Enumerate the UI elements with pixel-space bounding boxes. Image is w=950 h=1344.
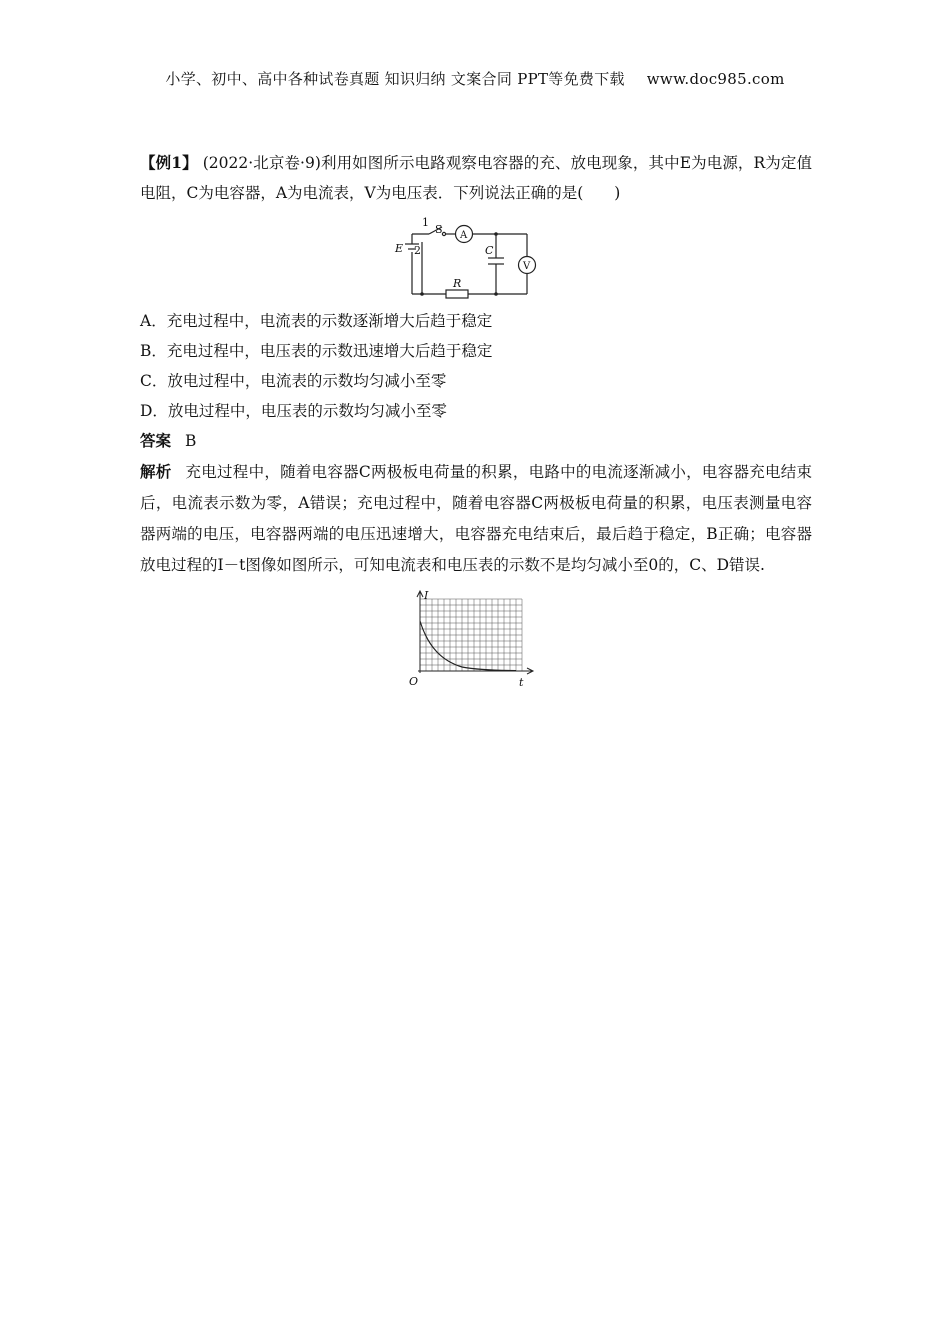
page-header bbox=[0, 68, 950, 89]
option-d: D．放电过程中，电压表的示数均匀减小至零 bbox=[140, 402, 447, 420]
graph-origin: O bbox=[409, 675, 419, 688]
header-url[interactable]: www.doc985.com bbox=[646, 70, 785, 88]
resistor-symbol bbox=[446, 290, 468, 298]
explanation bbox=[140, 456, 812, 581]
label-S: S bbox=[435, 223, 443, 236]
header-text: 小学、初中、高中各种试卷真题 知识归纳 文案合同 PPT等免费下载 bbox=[165, 70, 625, 88]
option-b: B．充电过程中，电压表的示数迅速增大后趋于稳定 bbox=[140, 342, 493, 360]
label-E: E bbox=[395, 242, 404, 255]
answer-value: B bbox=[185, 432, 197, 450]
label-C: C bbox=[485, 244, 494, 257]
label-V: V bbox=[523, 261, 531, 272]
question-stem bbox=[140, 148, 812, 208]
question-text: (2022·北京卷·9)利用如图所示电路观察电容器的充、放电现象，其中E为电源，R为定值电阻，C为电容器，A为电流表，V为电压表．下列说法正确的是( ) bbox=[140, 154, 812, 202]
label-1: 1 bbox=[422, 216, 429, 229]
explanation-text: 充电过程中，随着电容器C两极板电荷量的积累，电路中的电流逐渐减小，电容器充电结束后，电流表示数为零，A错误；充电过程中，随着电容器C两极板电荷量的积累，电压表测量电容器两端的电压，电容器两端的电压迅速增大，电容器充电结束后，最后趋于稳定，B正确；电容器放电过程的I－t图像如图所示，可知电流表和电压表的示数不是均匀减小至0的，C、D错误. bbox=[140, 463, 812, 574]
example-tag: 【例1】 bbox=[140, 153, 198, 172]
label-A: A bbox=[460, 230, 468, 241]
answer-line bbox=[140, 426, 812, 456]
graph-x-label: t bbox=[519, 676, 524, 689]
graph-y-label: I bbox=[424, 589, 429, 602]
document-body bbox=[140, 148, 812, 689]
option-c: C．放电过程中，电流表的示数均匀减小至零 bbox=[140, 372, 447, 390]
option-a: A．充电过程中，电流表的示数逐渐增大后趋于稳定 bbox=[140, 312, 493, 330]
graph-grid bbox=[420, 599, 522, 671]
circuit-diagram bbox=[392, 214, 552, 302]
answer-label: 答案 bbox=[140, 431, 172, 450]
label-R: R bbox=[453, 277, 462, 290]
options-list bbox=[140, 306, 812, 426]
label-2: 2 bbox=[414, 244, 421, 257]
i-t-graph bbox=[406, 589, 541, 689]
explanation-label: 解析 bbox=[140, 462, 172, 481]
